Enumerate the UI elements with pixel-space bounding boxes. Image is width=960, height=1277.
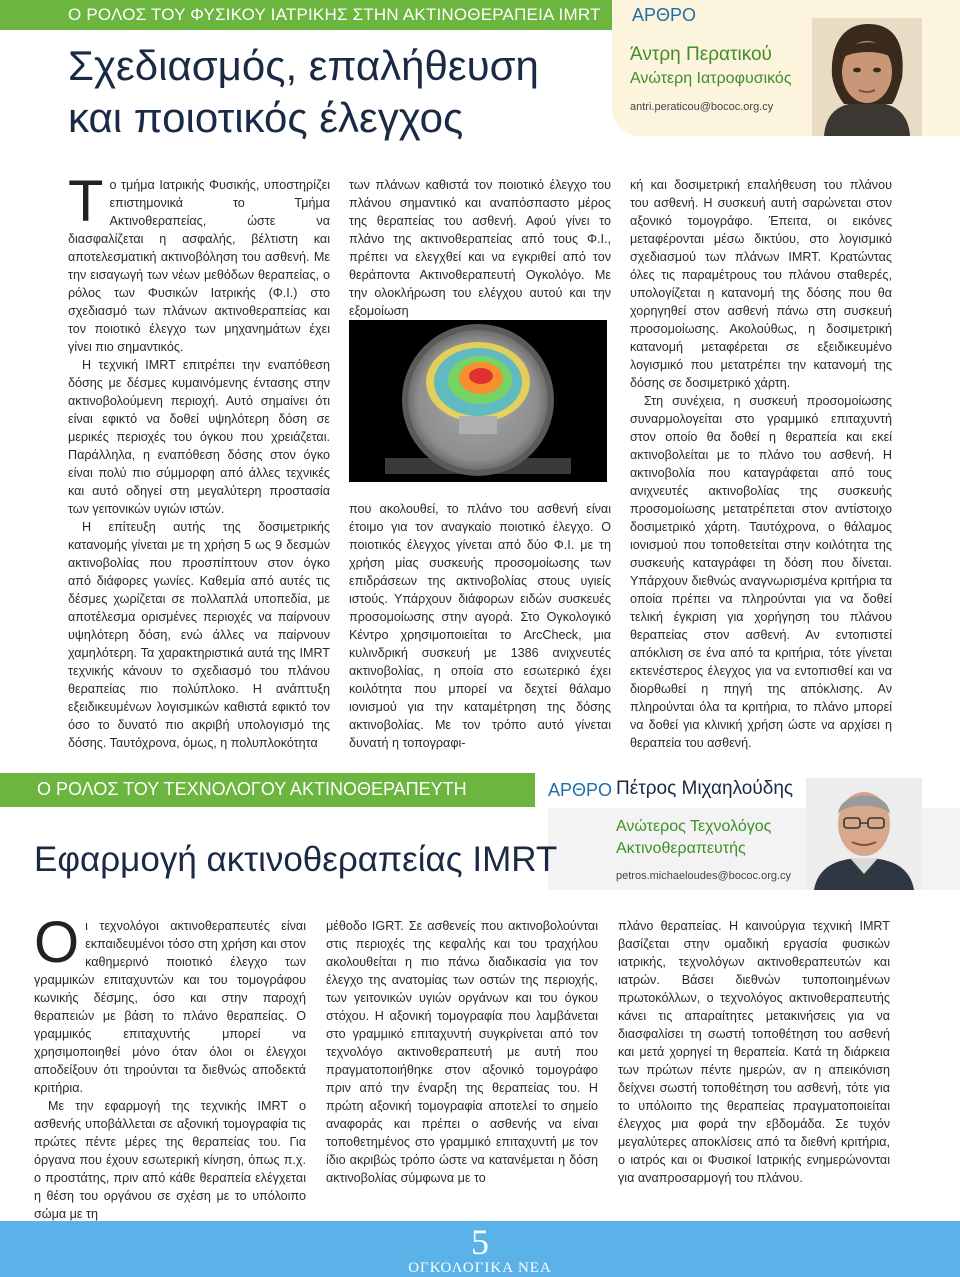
article1-paragraph [68,169,330,356]
article1-title [68,40,608,144]
article2-paragraph: μέθοδο IGRT. Σε ασθενείς που ακτινοβολούνται στις περιοχές της κεφαλής και του τραχήλου ακολουθείται η πιο πάνω διαδικασία για τον έλεγχο της ανατομίας των οστών της περιοχής, των γειτονικών υγιών οργάνων και του όγκου στόχου. Η αξονική τομογραφία που λαμβάνεται στο γραμμικό επιταχυντή συγκρίνεται από τον τεχνολόγο ακτινοθεραπευτή με αυτή που πραγματοποιήθηκε στον αξονικό τομογράφο πριν από την έναρξη της θεραπείας του. Η πρώτη αξονική τομογραφία αποτελεί το σημείο αναφοράς και πρέπει ο ασθενής να είναι τοποθετημένος στο γραμμικό επιταχυντή με τον ίδιο ακριβώς τρόπο ώστε να κατανέμεται η δόση ακτινοβολίας σύμφωνα με το [326,919,598,1185]
article1-column-1 [68,169,330,752]
article2-section-label: ΑΡΘΡΟ [548,780,613,800]
article1-paragraph: που ακολουθεί, το πλάνο του ασθενή είναι έτοιμο για τον αναγκαίο ποιοτικό έλεγχο. Ο ποιοτικός έλεγχος γίνεται από δύο Φ.Ι. με τη χρήση μίας συσκευής προσομοίωσης των επιδράσεων της ακτινοβολίας στους υγιείς ιστούς. Υπάρχουν διάφορων ειδών συσκευές προσομοίωσης στην αγορά. Στο Ογκολογικό Κέντρο χρησιμοποιείται το ArcCheck, μια κυλινδρική συσκευή με 1386 ανιχνευτές ακτινοβολίας, η οποία στο εσωτερικό έχει κοιλότητα που μπορεί να δεχτεί θάλαμο ιονισμού για την καταμέτρηση της δόσης ακτινοβολίας. Με τον τρόπο αυτό γίνεται δυνατή η τοπογραφι- [349,502,611,750]
article1-paragraph: κή και δοσιμετρική επαλήθευση του πλάνου του ασθενή. Η συσκευή αυτή σαρώνεται στον αξονικό τομογράφο. Έπειτα, οι εικόνες μεταφέρονται μέσω δικτύου, στο λογισμικό σχεδιασμού των πλάνων IMRT. Κρατώντας όλες τις παραμέτρους του πλάνου σταθερές, υπολογίζεται η κατανομή της δόσης που θα χορηγηθεί στον ασθενή πάνω στη συσκευή προσομοίωσης. Ακολούθως, η δοσιμετρική κατανομή μεταφέρεται σε εξειδικευμένο λογισμικό που μετατρέπει την κατανομή της δόσης σε δοσιμετρικό χάρτη. [630,178,892,390]
article1-column-2-top [349,176,611,320]
article1-paragraph: Η επίτευξη αυτής της δοσιμετρικής κατανομής γίνεται με τη χρήση 5 ως 9 δεσμών ακτινοβολίας που προσπίπτουν στον όγκο από διάφορες γωνίες. Καθεμία από αυτές τις δέσμες χωρίζεται σε πολλαπλά υποπεδία, με αποτέλεσμα ορισμένες περιοχές να παίρνουν υψηλότερη δόση, ενώ άλλες να παίρνουν χαμηλότερη. Τα χαρακτηριστικά αυτά της IMRT τεχνικής κάνουν το σχεδιασμό του πλάνου θεραπείας πιο πολύπλοκο. Η ανάπτυξη εξειδικευμένων λογισμικών καθιστά εφικτό τον όσο το δυνατό πιο ακριβή υπολογισμό της δόσης. Ταυτόχρονα, όμως, η πολυπλοκότητα [68,520,330,750]
article2-banner-text: Ο ΡΟΛΟΣ ΤΟΥ ΤΕΧΝΟΛΟΓΟΥ ΑΚΤΙΝΟΘΕΡΑΠΕΥΤΗ [37,779,467,799]
article1-author-email[interactable]: antri.peraticou@bococ.org.cy [630,101,774,113]
article2-column-2 [326,917,598,1187]
article2-paragraph-text: ι τεχνολόγοι ακτινοθεραπευτές είναι εκπαιδευμένοι τόσο στη χρήση και στον καθημερινό ποιοτικό έλεγχο των γραμμικών επιταχυντών και του τομογράφου κωνικής δέσμης, όσο και στην παροχή θεραπειών με βάση το πλάνο θεραπείας. Ο γραμμικός επιταχυντής μπορεί να χρησιμοποιηθεί μόνο όταν όλοι οι έλεγχοι αποδείξουν ότι τηρούνται τα διεθνώς αποδεκτά κριτήρια. [34,919,306,1095]
article1-title-line2: και ποιοτικός έλεγχος [68,94,464,141]
article2-author-email[interactable]: petros.michaeloudes@bococ.org.cy [616,870,792,882]
article2-paragraph: Με την εφαρμογή της τεχνικής IMRT ο ασθενής υποβάλλεται σε αξονική τομογραφία τις πρώτες πέντε μέρες της θεραπείας του. Για όργανα που έχουν εσωτερική κίνηση, όπως π.χ. ο προστάτης, πριν από κάθε θεραπεία ελέγχεται η θέση του οργάνου σε σχέση με το υπόλοιπο σώμα με τη [34,1099,306,1221]
article1-author-name: Άντρη Περατικού [630,44,772,65]
article2-paragraph [34,910,306,1097]
page-number: 5 [471,1222,489,1262]
article1-author-role: Ανώτερη Ιατροφυσικός [630,70,792,87]
article2-paragraph: πλάνο θεραπείας. Η καινούργια τεχνική IMRT βασίζεται στην ομαδική εργασία φυσικών ιατρικής, τεχνολόγων ακτινοθεραπευτών και ιατρών. Βάσει διεθνών τυποποιημένων πρωτοκόλλων, ο τεχνολόγος ακτινοθεραπευτής κάνει τις απαραίτητες μετακινήσεις για να διασφαλίσει τη σωστή τοποθέτηση του ασθενή και μετά χορηγεί τη θεραπεία. Κατά τη διάρκεια των πρώτων πέντε ημερών, αν η απεικόνιση δείχνει σωστή τοποθέτηση του ασθενή, τότε για το υπόλοιπο της θεραπείας πραγματοποιείται έλεγχος μια φορά την εβδομάδα. Σε τυχόν μεγαλύτερες αποκλίσεις από τα διεθνή κριτήρια, ο ιατρός και οι Φυσικοί Ιατρικής ενημερώνονται για αναπροσαρμογή του πλάνου. [618,919,890,1185]
article2-author-portrait [806,778,922,890]
article2-author-role-line2: Ακτινοθεραπευτής [616,840,746,857]
article1-paragraph: των πλάνων καθιστά τον ποιοτικό έλεγχο του πλάνου σημαντικό και αναπόσπαστο μέρος της θεραπείας του ασθενή. Αφού γίνει το πλάνο της ακτινοθεραπείας από τους Φ.Ι., πρέπει να ελεγχθεί και να εγκριθεί από τον θεράποντα Ακτινοθεραπευτή Ογκολόγο. Με την ολοκλήρωση του ελέγχου αυτού και την εξομοίωση [349,178,611,318]
article1-banner-text: Ο ΡΟΛΟΣ ΤΟΥ ΦΥΣΙΚΟΥ ΙΑΤΡΙΚΗΣ ΣΤΗΝ ΑΚΤΙΝΟΘΕΡΑΠΕΙΑ IMRT [68,5,601,24]
article1-dropcap: Τ [68,169,104,234]
article1-paragraph: Στη συνέχεια, η συσκευή προσομοίωσης συναρμολογείται στο γραμμικό επιταχυντή στον οποίο θα δοθεί η θεραπεία και εκεί ακτινοβολείται με το πλάνο του ασθενή. Η ακτινοβολία που καταγράφεται από τους ανιχνευτές ακτινοβολίας της συσκευής προσομοίωσης μετατρέπεται στον αντίστοιχο δοσιμετρικό χάρτη. Ταυτόχρονα, ο θάλαμος ιονισμού που τοποθετείται στην κοιλότητα της συσκευής καταγράφει τη δόση που δίνεται. Υπάρχουν διεθνώς αναγνωρισμένα κριτήρια τα οποία πρέπει να πληρούνται για να δοθεί τελική έγκριση για χορήγηση του πλάνου θεραπείας στον ασθενή. Αν εντοπιστεί απόκλιση σε ένα από τα κριτήρια, τότε γίνεται εκτενέστερος έλεγχος για να εντοπισθεί και να διορθωθεί η πηγή της απόκλισης. Αν πληρούνται όλα τα κριτήρια, το πλάνο μπορεί να δοθεί για κλινική χρήση ώστε να αρχίσει η θεραπεία του ασθενή. [630,394,892,750]
ct-dose-distribution-image [349,320,607,482]
article1-author-portrait [812,18,922,136]
article2-column-3 [618,917,890,1187]
article1-column-3 [630,176,892,752]
article1-paragraph: Η τεχνική IMRT επιτρέπει την εναπόθεση δόσης με δέσμες κυμαινόμενης έντασης στην ακτινοβολούμενη περιοχή. Αυτό σημαίνει ότι είναι εφικτό να δοθεί υψηλότερη δόση σε μερικές περιοχές του όγκου που χρειάζεται. Παράλληλα, η εναπόθεση δόσης στον όγκο είναι πολύ πιο σύμμορφη από άλλες τεχνικές και αυτό οδηγεί στη μεγαλύτερη προστασία των γειτονικών υγιών ιστών. [68,358,330,516]
article1-paragraph-text: ο τμήμα Ιατρικής Φυσικής, υποστηρίζει επιστημονικά το Τμήμα Ακτινοθεραπείας, ώστε να διασφαλίζεται η ασφαλής, βέλτιστη και αποτελεσματική ακτινοβόληση του ασθενή. Με την εισαγωγή των νέων μεθόδων θεραπείας, ο ρόλος των Φυσικών Ιατρικής (Φ.Ι.) στο σχεδιασμό των πλάνων ακτινοθεραπείας και τον ποιοτικό έλεγχο των μηχανημάτων έχει γίνει πιο σημαντικός. [68,178,330,354]
publication-title: ΟΓΚΟΛΟΓΙΚΑ ΝΕΑ [408,1260,552,1276]
article2-author-role-line1: Ανώτερος Τεχνολόγος [616,818,772,835]
article2-title: Εφαρμογή ακτινοθεραπείας IMRT [34,840,558,879]
article1-title-line1: Σχεδιασμός, επαλήθευση [68,42,539,89]
article2-column-1 [34,910,306,1223]
article2-author-name: Πέτρος Μιχαηλούδης [616,778,794,799]
article2-dropcap: Ο [34,910,80,975]
article1-section-label: ΑΡΘΡΟ [632,5,697,25]
article1-column-2-bottom [349,500,611,752]
